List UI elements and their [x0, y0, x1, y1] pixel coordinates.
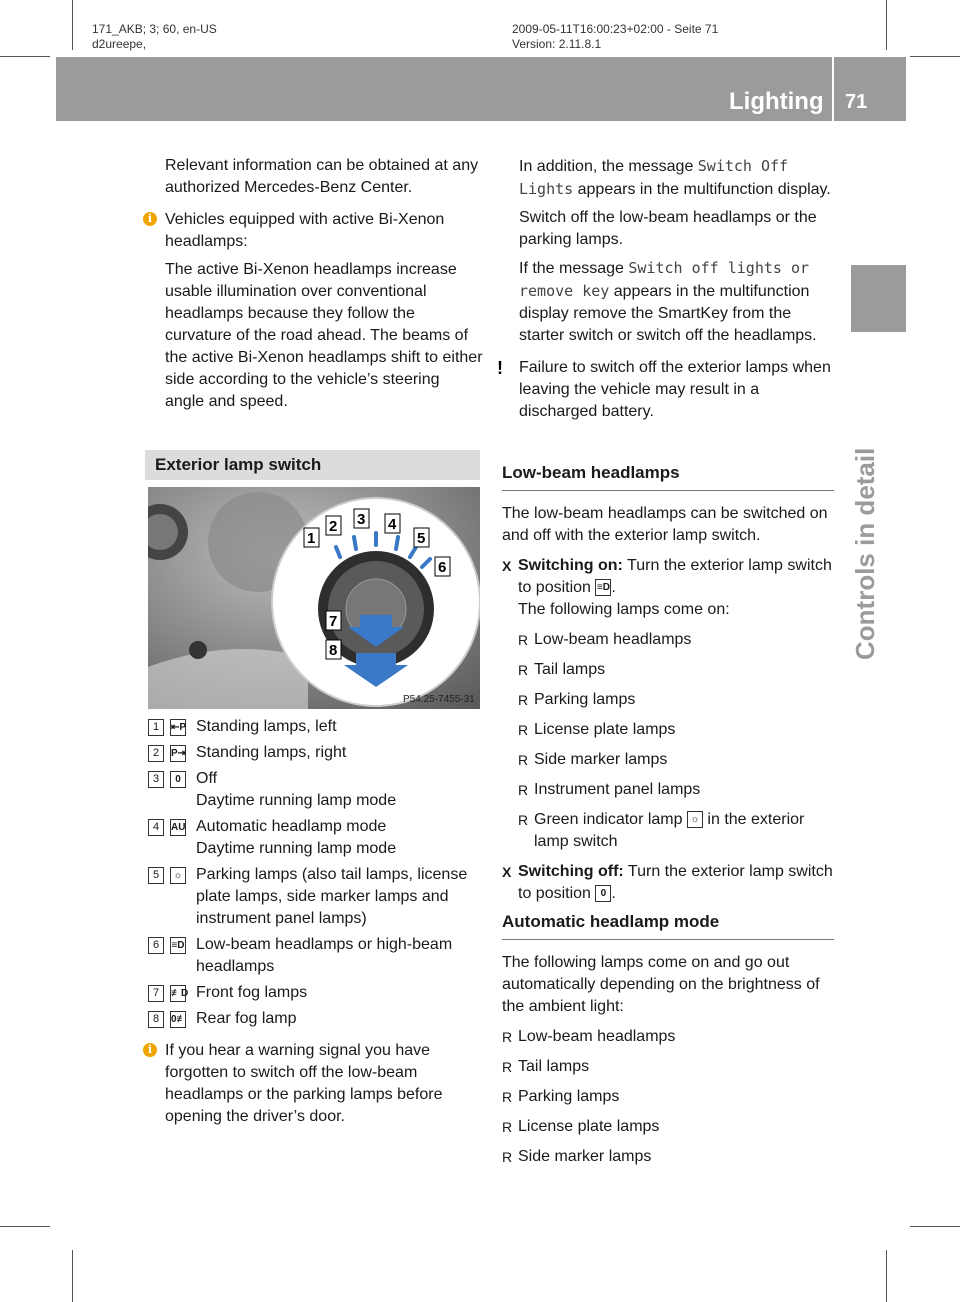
legend-text: Standing lamps, left [196, 718, 337, 735]
print-meta-right [512, 22, 718, 52]
warning-text: Failure to switch off the exterior lamps when leaving the vehicle may result in a discharged battery. [519, 359, 831, 420]
legend-text: Front fog lamps [196, 984, 308, 1001]
step-label: Switching off: [518, 863, 624, 880]
lamp-symbol-icon: 0≢ [170, 1011, 186, 1028]
print-meta-left [92, 22, 217, 52]
legend-row [148, 1008, 483, 1030]
lamp-switch-image [148, 487, 480, 709]
step-arrow-icon: X [502, 864, 512, 880]
text: In addition, the message [519, 158, 698, 175]
warning-icon: ! [497, 358, 503, 378]
info-note-2 [147, 1040, 483, 1128]
crop-mark [910, 56, 960, 57]
lowbeam-section [502, 462, 834, 905]
text: in the exterior lamp switch [534, 811, 805, 850]
text: If the message [519, 260, 629, 277]
list-item: R Tail lamps [502, 1056, 834, 1078]
switching-on-step [502, 555, 834, 853]
section-title: Lighting [729, 88, 824, 115]
crop-mark [72, 1250, 73, 1302]
legend-text: Rear fog lamp [196, 1010, 297, 1027]
text: . [611, 885, 616, 902]
lamp-list [518, 629, 834, 801]
callout-number: 2 [148, 745, 164, 762]
svg-text:6: 6 [438, 559, 447, 576]
legend-text: Off Daytime running lamp mode [196, 770, 397, 809]
page-number: 71 [845, 91, 868, 113]
message-paragraph [519, 155, 837, 201]
info-note [147, 209, 483, 413]
crop-mark [886, 1250, 887, 1302]
text: . [611, 579, 616, 596]
display-message: Switch off lights or remove key [519, 259, 810, 300]
lamp-symbol-icon: ≢D [170, 985, 186, 1002]
svg-text:7: 7 [329, 613, 338, 630]
parking-lamp-icon: ☼ [687, 811, 703, 828]
list-item: R Parking lamps [502, 1086, 834, 1108]
auto-lamp-list [502, 1026, 834, 1168]
info-icon: i [143, 1043, 157, 1057]
svg-text:5: 5 [417, 530, 426, 547]
callout-number: 4 [148, 819, 164, 836]
list-item: R Low-beam headlamps [502, 1026, 834, 1048]
svg-text:3: 3 [357, 511, 366, 528]
list-item: R Side marker lamps [502, 1146, 834, 1168]
svg-text:8: 8 [329, 642, 338, 659]
list-item: R Parking lamps [518, 689, 834, 711]
lamp-symbol-icon: ≡D [170, 937, 186, 954]
side-tab-text: Controls in detail [850, 447, 880, 660]
legend-row [148, 716, 483, 738]
legend-text: Automatic headlamp mode Daytime running lamp mode [196, 818, 397, 857]
display-message: Switch Off Lights [519, 157, 789, 198]
crop-mark [0, 56, 50, 57]
legend-row [148, 742, 483, 764]
right-column-top [497, 155, 837, 423]
lamp-symbol-icon: ⇤P [170, 719, 186, 736]
section-heading: Exterior lamp switch [155, 455, 322, 474]
callout-number: 6 [148, 937, 164, 954]
crop-mark [886, 0, 887, 50]
svg-text:1: 1 [307, 530, 316, 547]
text: Green indicator lamp [534, 811, 687, 828]
print-meta-line: Version: 2.11.8.1 [512, 37, 602, 51]
list-item: R License plate lamps [518, 719, 834, 741]
text: Turn the exterior lamp switch to position [518, 863, 833, 902]
auto-intro: The following lamps come on and go out automatically depending on the brightness of the ambient light: [502, 954, 820, 1015]
crop-mark [0, 1226, 50, 1227]
list-item: R License plate lamps [502, 1116, 834, 1138]
following-text: The following lamps come on: [518, 601, 730, 618]
callout-number: 8 [148, 1011, 164, 1028]
list-item: R Instrument panel lamps [518, 779, 834, 801]
callout-number: 3 [148, 771, 164, 788]
list-item: R Tail lamps [518, 659, 834, 681]
off-position-icon: 0 [595, 885, 611, 902]
list-item: R Low-beam headlamps [518, 629, 834, 651]
crop-mark [72, 0, 73, 50]
switching-off-step [502, 861, 834, 905]
left-column-top [147, 155, 483, 413]
info-icon: i [143, 212, 157, 226]
print-meta-line: 2009-05-11T16:00:23+02:00 - Seite 71 [512, 22, 719, 36]
callout-number: 7 [148, 985, 164, 1002]
info-body: The active Bi-Xenon headlamps increase usable illumination over conventional headlamps because they follow the curvature of the road ahead. The beams of the active Bi-Xenon headlamps shift to either side according to the vehicle’s steering angle and speed. [165, 261, 483, 410]
auto-section [502, 911, 834, 1168]
header-divider [832, 57, 834, 121]
legend-row [148, 768, 483, 812]
legend-text: Low-beam headlamps or high-beam headlamps [196, 936, 453, 975]
info-heading: Vehicles equipped with active Bi-Xenon headlamps: [165, 211, 445, 250]
legend [148, 716, 483, 1034]
print-meta-line: d2ureepe, [92, 37, 147, 51]
callout-number: 1 [148, 719, 164, 736]
legend-row [148, 934, 483, 978]
text: appears in the multifunction display remove the SmartKey from the starter switch or switch off the headlamps. [519, 283, 817, 344]
lowbeam-icon: ≡D [595, 579, 611, 596]
step-label: Switching on: [518, 557, 623, 574]
crop-mark [910, 1226, 960, 1227]
side-tab [851, 265, 906, 332]
legend-row [148, 982, 483, 1004]
lowbeam-intro: The low-beam headlamps can be switched on and off with the exterior lamp switch. [502, 505, 828, 544]
lamp-symbol-icon: P⇥ [170, 745, 186, 762]
message-paragraph [519, 257, 837, 347]
section-band [145, 450, 480, 480]
list-item: R Side marker lamps [518, 749, 834, 771]
print-meta-line: 171_AKB; 3; 60, en-US [92, 22, 217, 36]
image-code: P54.25-7455-31 [403, 694, 475, 705]
lamp-symbol-icon: ☼ [170, 867, 186, 884]
text: Turn the exterior lamp switch to position [518, 557, 832, 596]
step-arrow-icon: X [502, 558, 512, 574]
lamp-symbol-icon: 0 [170, 771, 186, 788]
callout-number: 5 [148, 867, 164, 884]
list-item [518, 809, 834, 853]
info-text: If you hear a warning signal you have forgotten to switch off the low-beam headlamps or the parking lamps before opening the driver’s door. [165, 1042, 443, 1125]
svg-text:2: 2 [329, 518, 338, 535]
svg-text:4: 4 [388, 516, 397, 533]
auto-heading: Automatic headlamp mode [502, 911, 834, 940]
text: appears in the multifunction display. [573, 181, 831, 198]
lowbeam-heading: Low-beam headlamps [502, 462, 834, 491]
lamp-symbol-icon: AU [170, 819, 186, 836]
side-tab-label [850, 340, 890, 670]
legend-text: Parking lamps (also tail lamps, license plate lamps, side marker lamps and instrument panel lamps) [196, 866, 468, 927]
legend-row [148, 816, 483, 860]
legend-text: Standing lamps, right [196, 744, 347, 761]
warning-note [497, 357, 837, 423]
lamp-switch-illustration [148, 487, 480, 709]
intro-paragraph: Relevant information can be obtained at any authorized Mercedes-Benz Center. [165, 157, 479, 196]
legend-row [148, 864, 483, 930]
instruction: Switch off the low-beam headlamps or the parking lamps. [519, 209, 817, 248]
